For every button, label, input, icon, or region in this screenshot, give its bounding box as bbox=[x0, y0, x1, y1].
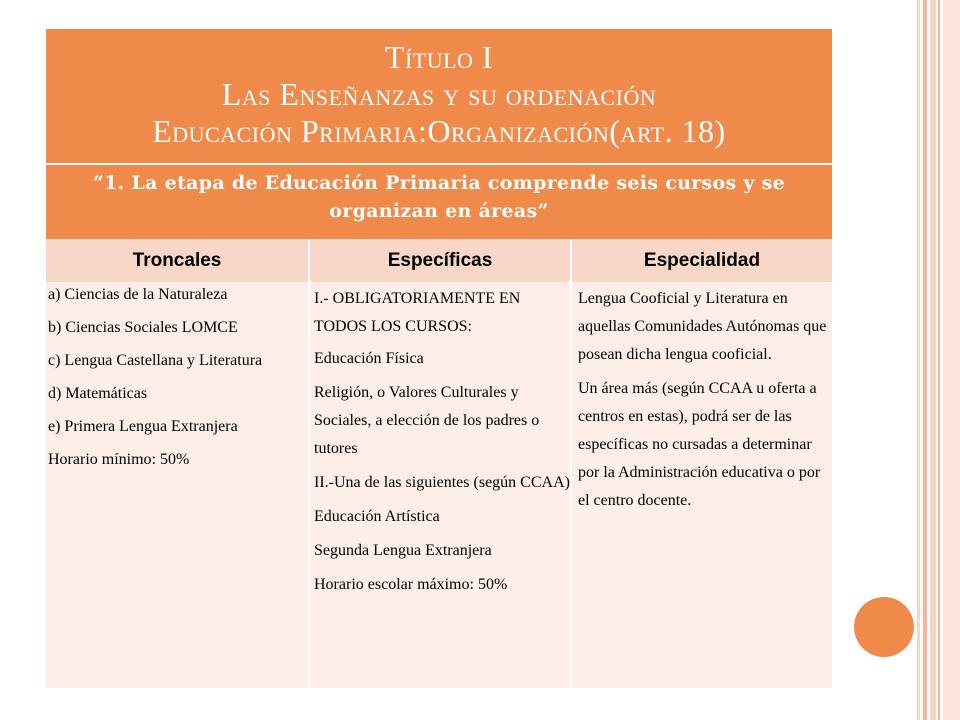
list-item: Segunda Lengua Extranjera bbox=[314, 542, 492, 559]
especialidad-cell bbox=[570, 282, 832, 688]
troncales-cell bbox=[46, 282, 308, 688]
decor-stripe-4 bbox=[938, 0, 940, 720]
list-item: c) Lengua Castellana y Literatura bbox=[48, 352, 263, 369]
list-item: Educación Artística bbox=[314, 508, 440, 525]
column-header-especificas: Específicas bbox=[308, 239, 570, 282]
list-item: d) Matemáticas bbox=[48, 385, 148, 402]
list-item: b) Ciencias Sociales LOMCE bbox=[48, 319, 238, 336]
title-line-1: Título I bbox=[384, 39, 494, 75]
list-item: Educación Física bbox=[314, 350, 424, 367]
decor-circle bbox=[854, 597, 914, 657]
list-item: Religión, o Valores Culturales y Sociales, a elección de los padres o tutores bbox=[314, 384, 540, 457]
decor-stripe-2 bbox=[923, 0, 927, 720]
list-item: II.-Una de las siguientes (según CCAA) bbox=[314, 474, 570, 491]
table-header-quote: “1. La etapa de Educación Primaria comprende seis cursos y se organizan en áreas” bbox=[46, 165, 832, 239]
list-item: I.- OBLIGATORIAMENTE EN TODOS LOS CURSOS: bbox=[314, 290, 521, 335]
title-line-3: Educación Primaria:Organización(art. 18) bbox=[152, 113, 726, 149]
slide-title bbox=[46, 29, 832, 163]
especificas-cell bbox=[308, 282, 570, 688]
list-item: Un área más (según CCAA u oferta a centros en estas), podrá ser de las específicas no cursadas a determinar por la Administración educativa o por el centro docente. bbox=[578, 380, 821, 509]
list-item: Horario mínimo: 50% bbox=[48, 451, 190, 468]
list-item: e) Primera Lengua Extranjera bbox=[48, 418, 238, 435]
column-header-especialidad: Especialidad bbox=[570, 239, 832, 282]
table-body bbox=[46, 282, 832, 688]
content-table bbox=[46, 165, 832, 688]
list-item: Horario escolar máximo: 50% bbox=[314, 576, 508, 593]
decor-stripe-3 bbox=[930, 0, 936, 720]
decor-stripe-5 bbox=[943, 0, 960, 720]
column-headers bbox=[46, 239, 832, 282]
list-item: a) Ciencias de la Naturaleza bbox=[48, 286, 228, 303]
list-item: Lengua Cooficial y Literatura en aquellas Comunidades Autónomas que posean dicha lengua cooficial. bbox=[578, 290, 827, 363]
column-header-troncales: Troncales bbox=[132, 250, 222, 271]
decor-stripe-1 bbox=[917, 0, 920, 720]
title-line-2: Las Enseñanzas y su ordenación bbox=[221, 76, 657, 112]
